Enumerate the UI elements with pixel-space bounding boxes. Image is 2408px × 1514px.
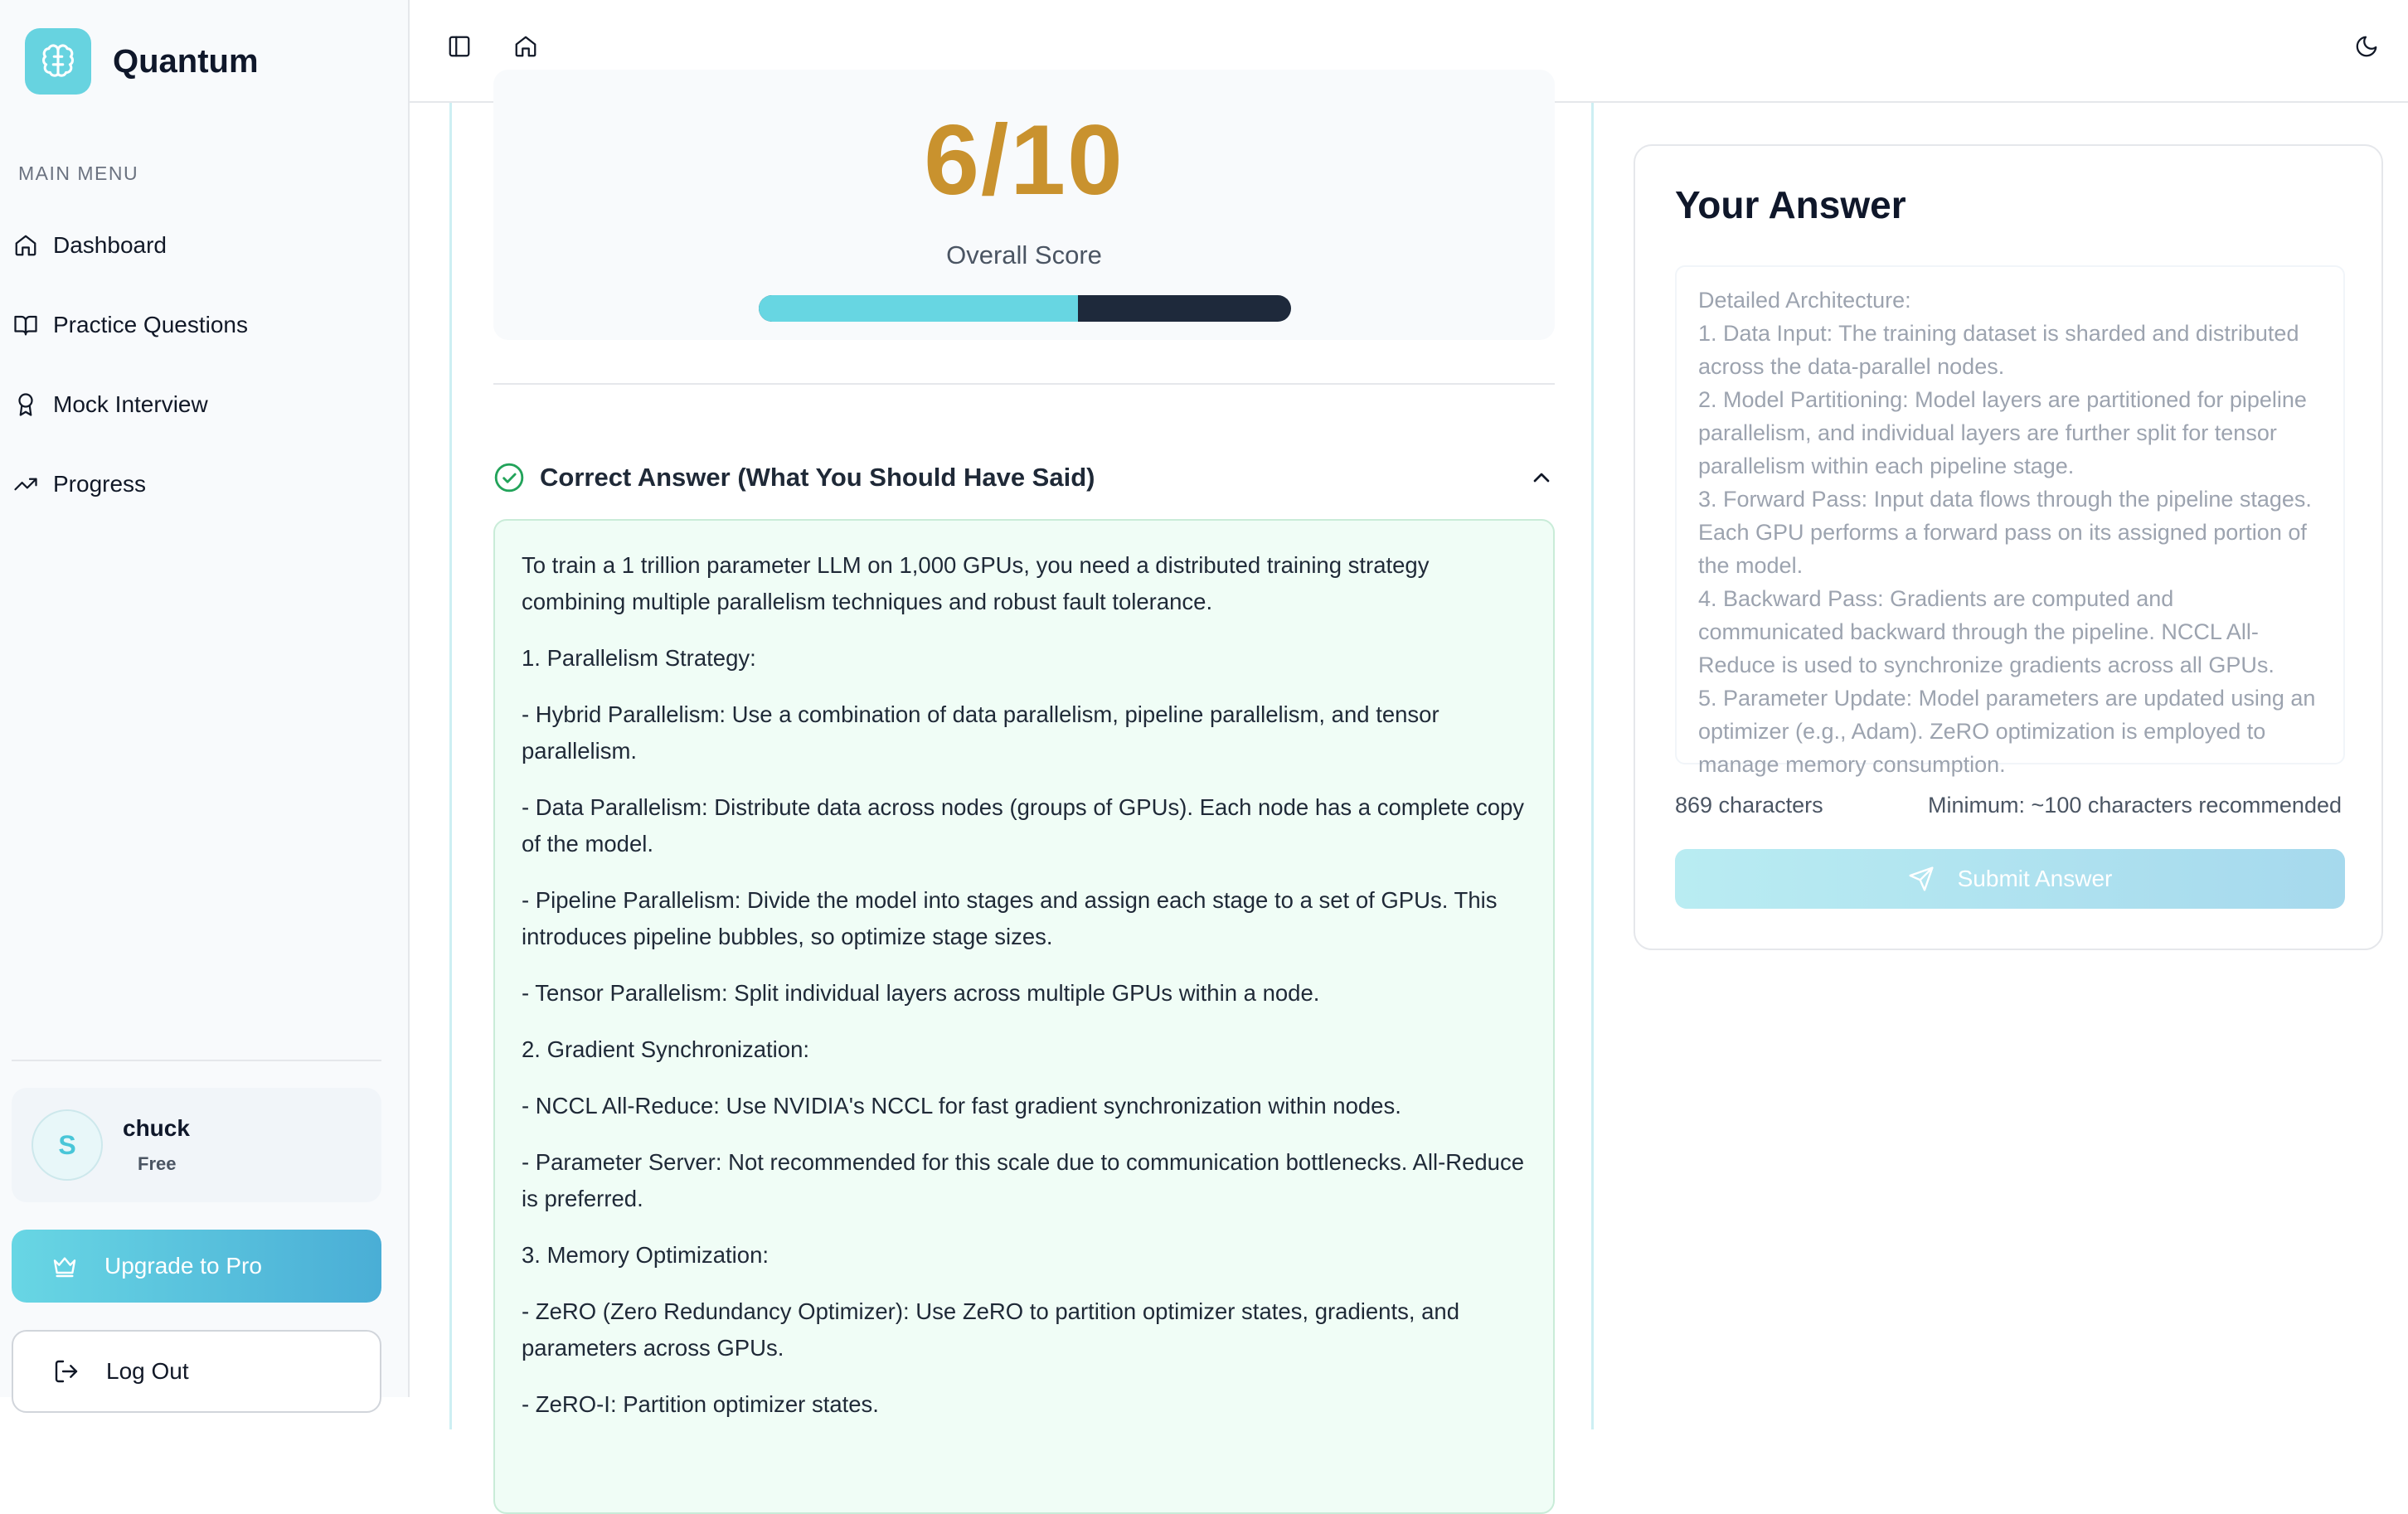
answer-paragraph: - NCCL All-Reduce: Use NVIDIA's NCCL for fast gradient synchronization within nodes. <box>522 1093 1401 1119</box>
answer-paragraph: - Tensor Parallelism: Split individual layers across multiple GPUs within a node. <box>522 980 1320 1006</box>
sidebar-item-mock-interview[interactable] <box>12 373 398 436</box>
answer-paragraph: 1. Parallelism Strategy: <box>522 645 756 671</box>
correct-answer-content <box>493 519 1555 1514</box>
main-nav <box>12 214 398 532</box>
score-value: 6/10 <box>924 104 1124 216</box>
logout-label: Log Out <box>106 1358 189 1384</box>
upgrade-button[interactable] <box>12 1230 381 1303</box>
check-circle-icon <box>493 462 525 493</box>
app-name: Quantum <box>113 42 259 80</box>
sidebar-item-label: Mock Interview <box>53 391 208 417</box>
crown-icon <box>51 1253 78 1279</box>
sidebar-item-practice-questions[interactable] <box>12 294 398 357</box>
character-count: 869 characters <box>1675 793 1823 818</box>
sidebar-item-label: Progress <box>53 471 147 497</box>
menu-heading: MAIN MENU <box>18 163 139 184</box>
submit-label: Submit Answer <box>1957 866 2113 891</box>
sidebar-item-dashboard[interactable] <box>12 214 398 277</box>
answer-paragraph: - Data Parallelism: Distribute data across nodes (groups of GPUs). Each node has a complete copy of the model. <box>522 794 1525 856</box>
answer-paragraph: 3. Memory Optimization: <box>522 1242 769 1268</box>
correct-answer-title: Correct Answer (What You Should Have Said) <box>540 463 1095 492</box>
avatar: S <box>32 1109 103 1181</box>
minimum-hint: Minimum: ~100 characters recommended <box>1928 793 2342 818</box>
sidebar-toggle-icon <box>447 34 472 59</box>
section-divider <box>493 383 1555 385</box>
book-open-icon <box>13 313 38 337</box>
theme-toggle-button[interactable] <box>2350 30 2383 63</box>
feedback-card <box>449 103 1594 1429</box>
user-info <box>123 1115 190 1175</box>
answer-paragraph: - Parameter Server: Not recommended for this scale due to communication bottlenecks. All-Reduce is preferred. <box>522 1149 1525 1211</box>
home-icon <box>513 34 538 59</box>
user-name: chuck <box>123 1115 190 1141</box>
moon-icon <box>2354 34 2379 59</box>
sidebar <box>0 0 410 1397</box>
answer-paragraph: - Hybrid Parallelism: Use a combination of data parallelism, pipeline parallelism, and tensor parallelism. <box>522 701 1439 764</box>
correct-answer-toggle[interactable] <box>493 454 1555 501</box>
logout-icon <box>53 1358 80 1385</box>
send-icon <box>1908 866 1935 892</box>
chevron-up-icon <box>1528 464 1555 491</box>
answer-paragraph: 2. Gradient Synchronization: <box>522 1036 809 1062</box>
sidebar-item-label: Dashboard <box>53 232 167 258</box>
home-icon <box>13 233 38 258</box>
award-icon <box>13 392 38 417</box>
your-answer-title: Your Answer <box>1675 183 1906 226</box>
your-answer-panel <box>1634 144 2383 950</box>
brand[interactable] <box>25 28 259 95</box>
sidebar-item-label: Practice Questions <box>53 312 248 337</box>
trending-up-icon <box>13 472 38 497</box>
submit-answer-button[interactable] <box>1675 849 2345 909</box>
home-button[interactable] <box>509 30 542 63</box>
sidebar-item-progress[interactable] <box>12 453 398 516</box>
score-box <box>493 70 1555 340</box>
score-progress-bar <box>759 295 1291 322</box>
user-plan-badge: Free <box>138 1153 177 1174</box>
score-progress-fill <box>759 295 1078 322</box>
answer-paragraph: To train a 1 trillion parameter LLM on 1,000 GPUs, you need a distributed training strategy combining multiple parallelism techniques and robust fault tolerance. <box>522 552 1430 614</box>
user-card[interactable] <box>12 1088 381 1202</box>
sidebar-divider <box>12 1060 381 1061</box>
brain-icon <box>25 28 91 95</box>
answer-textarea[interactable]: Detailed Architecture: 1. Data Input: The training dataset is sharded and distributed across the data-parallel nodes. 2. Model Partitioning: Model layers are partitioned for pipeline parallelism, and individual layers are further split for tensor parallelism within each pipeline stage. 3. Forward Pass: Input data flows through the pipeline stages. Each GPU performs a forward pass on its assigned portion of the model. 4. Backward Pass: Gradients are computed and communicated backward through the pipeline. NCCL All-Reduce is used to synchronize gradients across all GPUs. 5. Parameter Update: Model parameters are updated using an optimizer (e.g., Adam). ZeRO optimization is employed to manage memory consumption. <box>1675 265 2345 764</box>
answer-paragraph: - ZeRO-I: Partition optimizer states. <box>522 1391 879 1417</box>
answer-paragraph: - ZeRO (Zero Redundancy Optimizer): Use ZeRO to partition optimizer states, gradients, and parameters across GPUs. <box>522 1298 1459 1361</box>
score-label: Overall Score <box>946 240 1102 269</box>
upgrade-label: Upgrade to Pro <box>104 1253 262 1279</box>
answer-paragraph: - Pipeline Parallelism: Divide the model into stages and assign each stage to a set of GPUs. This introduces pipeline bubbles, so optimize stage sizes. <box>522 887 1498 949</box>
logout-button[interactable] <box>12 1330 381 1413</box>
sidebar-toggle-button[interactable] <box>443 30 476 63</box>
